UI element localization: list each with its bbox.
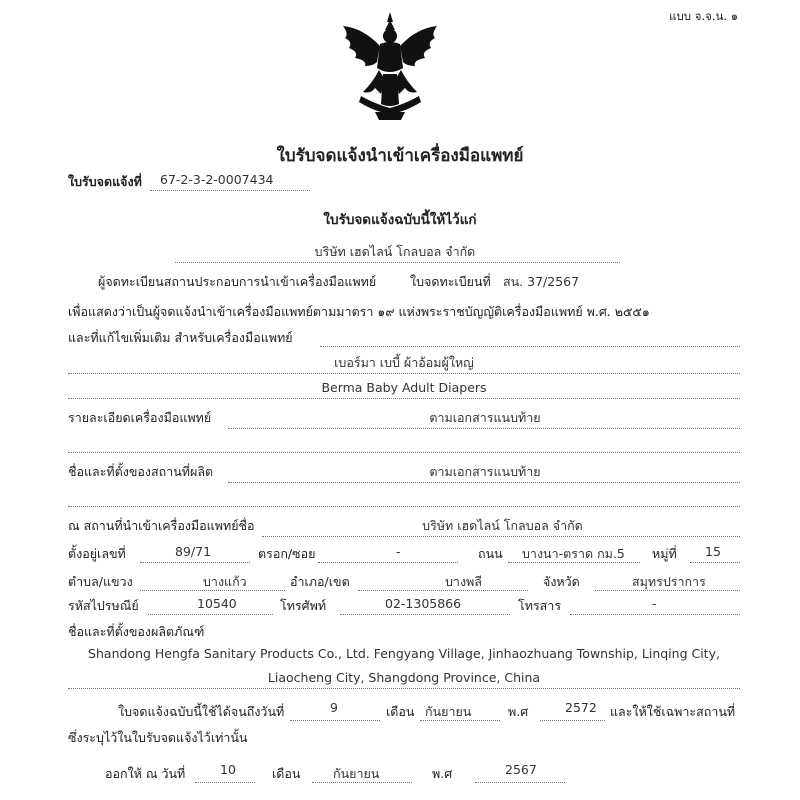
issued-year-label: พ.ศ xyxy=(432,766,453,781)
validity-year: 2572 xyxy=(565,700,597,715)
address-district-label: อำเภอ/เขต xyxy=(290,574,350,589)
address-phone-line xyxy=(340,614,510,615)
validity-year-line xyxy=(540,720,605,721)
issued-month: กันยายน xyxy=(333,766,380,781)
address-phone-label: โทรศัพท์ xyxy=(280,598,327,613)
validity-label: ใบจดแจ้งฉบับนี้ใช้ได้จนถึงวันที่ xyxy=(118,704,285,719)
address-subdistrict-line xyxy=(140,590,285,591)
validity-day-line xyxy=(290,720,380,721)
registration-text: ผู้จดทะเบียนสถานประกอบการนำเข้าเครื่องมือแพทย์ xyxy=(98,274,377,289)
garuda-emblem xyxy=(335,8,445,123)
address-postcode-label: รหัสไปรษณีย์ xyxy=(68,598,139,613)
address-postcode-line xyxy=(148,614,273,615)
company-name: บริษัท เฮดไลน์ โกลบอล จำกัด xyxy=(314,244,476,259)
amendment-line xyxy=(320,346,740,347)
address-fax-value: - xyxy=(652,596,657,611)
address-soi-line xyxy=(318,562,458,563)
validity-line-2: ซึ่งระบุไว้ในใบรับจดแจ้งไว้เท่านั้น xyxy=(68,730,248,745)
registration-no-value: สน. 37/2567 xyxy=(503,274,580,289)
device-name-th: เบอร์มา เบบี้ ผ้าอ้อมผู้ใหญ่ xyxy=(334,355,474,370)
receipt-no-value: 67-2-3-2-0007434 xyxy=(160,172,274,187)
import-site-label: ณ สถานที่นำเข้าเครื่องมือแพทย์ชื่อ xyxy=(68,518,255,533)
address-subdistrict-label: ตำบล/แขวง xyxy=(68,574,133,589)
address-district-value: บางพลี xyxy=(445,574,482,589)
address-province-line xyxy=(595,590,740,591)
address-no-label: ตั้งอยู่เลขที่ xyxy=(68,546,126,561)
address-road-value: บางนา-ตราด กม.5 xyxy=(522,546,625,561)
address-phone-value: 02-1305866 xyxy=(385,596,462,611)
company-line xyxy=(175,262,620,263)
issued-to-label: ใบรับจดแจ้งฉบับนี้ให้ไว้แก่ xyxy=(323,212,477,228)
import-site-value: บริษัท เฮดไลน์ โกลบอล จำกัด xyxy=(422,518,583,533)
manufacturer-site-value: ตามเอกสารแนบท้าย xyxy=(429,464,541,479)
receipt-no-label: ใบรับจดแจ้งที่ xyxy=(68,174,142,189)
amendment-label: และที่แก้ไขเพิ่มเติม สำหรับเครื่องมือแพทย์ xyxy=(68,330,293,345)
address-fax-line xyxy=(570,614,740,615)
address-province-label: จังหวัด xyxy=(543,574,580,589)
address-moo-value: 15 xyxy=(705,544,721,559)
receipt-no-line xyxy=(150,190,310,191)
form-code: แบบ จ.จ.น. ๑ xyxy=(669,9,738,23)
address-road-label: ถนน xyxy=(478,546,503,561)
validity-suffix: และให้ใช้เฉพาะสถานที่ xyxy=(610,704,736,719)
producer-label: ชื่อและที่ตั้งของผลิตภัณฑ์ xyxy=(68,624,205,639)
statement-line: เพื่อแสดงว่าเป็นผู้จดแจ้งนำเข้าเครื่องมือแพทย์ตามมาตรา ๑๙ แห่งพระราชบัญญัติเครื่องมือแพทย์ พ.ศ. ๒๕๕๑ xyxy=(68,304,650,319)
address-moo-label: หมู่ที่ xyxy=(652,546,677,561)
validity-year-label: พ.ศ xyxy=(508,704,529,719)
import-site-line xyxy=(262,536,740,537)
issued-year-line xyxy=(475,782,565,783)
issued-label: ออกให้ ณ วันที่ xyxy=(105,766,186,781)
manufacturer-site-label: ชื่อและที่ตั้งของสถานที่ผลิต xyxy=(68,464,214,479)
device-detail-line xyxy=(228,428,740,429)
manufacturer-site-line-2 xyxy=(68,506,740,507)
device-name-en-line xyxy=(68,398,740,399)
device-detail-value: ตามเอกสารแนบท้าย xyxy=(429,410,541,425)
address-postcode-value: 10540 xyxy=(197,596,237,611)
address-district-line xyxy=(358,590,528,591)
address-moo-line xyxy=(690,562,740,563)
address-subdistrict-value: บางแก้ว xyxy=(203,574,247,589)
validity-month: กันยายน xyxy=(425,704,472,719)
validity-month-line xyxy=(420,720,500,721)
producer-line-2: Liaocheng City, Shangdong Province, China xyxy=(267,670,541,685)
issued-year: 2567 xyxy=(505,762,537,777)
issued-day-line xyxy=(195,782,255,783)
device-name-en: Berma Baby Adult Diapers xyxy=(321,380,487,395)
device-name-th-line xyxy=(68,373,740,374)
registration-no-label: ใบจดทะเบียนที่ xyxy=(410,274,491,289)
address-fax-label: โทรสาร xyxy=(518,598,562,613)
manufacturer-site-line xyxy=(228,482,740,483)
issued-day: 10 xyxy=(220,762,236,777)
producer-line xyxy=(68,688,740,689)
address-road-line xyxy=(508,562,640,563)
address-province-value: สมุทรปราการ xyxy=(632,574,706,589)
document-title: ใบรับจดแจ้งนำเข้าเครื่องมือแพทย์ xyxy=(276,146,524,166)
device-detail-line-2 xyxy=(68,452,740,453)
validity-month-label: เดือน xyxy=(386,704,415,719)
issued-month-line xyxy=(312,782,412,783)
issued-month-label: เดือน xyxy=(272,766,301,781)
address-no-line xyxy=(140,562,250,563)
validity-day: 9 xyxy=(330,700,338,715)
device-detail-label: รายละเอียดเครื่องมือแพทย์ xyxy=(68,410,212,425)
address-soi-value: - xyxy=(396,544,401,559)
address-no-value: 89/71 xyxy=(175,544,212,559)
address-soi-label: ตรอก/ซอย xyxy=(258,546,316,561)
producer-line-1: Shandong Hengfa Sanitary Products Co., Ltd. Fengyang Village, Jinhaozhuang Township, Linqing City, xyxy=(88,646,720,661)
